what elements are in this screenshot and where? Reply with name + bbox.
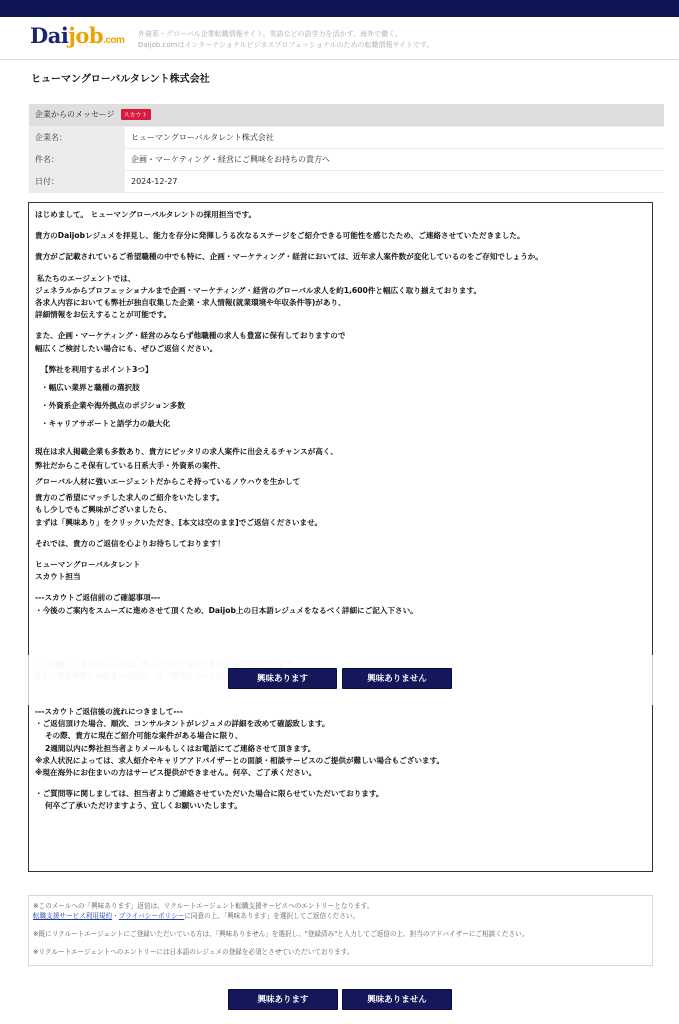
- point-1: ・幅広い業界と職種の選択肢: [41, 383, 140, 393]
- point-3: ・キャリアサポートと語学力の最大化: [41, 419, 171, 429]
- message-meta-table: [29, 104, 664, 193]
- paragraph-5-line-2: 弊社だからこそ保有している日系大手・外資系の案件、: [35, 460, 225, 470]
- tagline-line-2: Daijob.comはインターナショナルビジネスプロフェッショナルのための転職情報サイトです。: [138, 41, 434, 49]
- paragraph-5-line-6: まずは「興味あり」をクリックいただき、[本文は空のまま]でご返信くださいませ。: [35, 517, 323, 527]
- post-reply-note-6: ・ご質問等に関しましては、担当者よりご連絡させていただいた場合に限らせていただいております。: [35, 789, 384, 799]
- subject-label: 件名：: [29, 148, 125, 170]
- interested-button-inline[interactable]: 興味あります: [228, 668, 337, 689]
- meta-row-date: [29, 170, 664, 192]
- message-type-cell: [29, 104, 664, 126]
- paragraph-4-line-2: 幅広くご検討したい場合にも、ぜひご返信ください。: [35, 343, 218, 353]
- overlay-mask: [28, 655, 653, 705]
- company-value: ヒューマングローバルタレント株式会社: [125, 126, 664, 148]
- post-reply-note-3: 2週間以内に弊社担当者よりメールもしくはお電話にてご連絡させて頂きます。: [45, 743, 316, 753]
- note-1: ※このメールへの「興味あります」返信は、リクルートエージェント転職支援サービスへのエントリーとなります。: [33, 902, 374, 910]
- paragraph-5-line-5: もし少しでもご興味がございましたら、: [35, 505, 172, 515]
- meta-row-company: [29, 126, 664, 148]
- message-body: [35, 209, 645, 617]
- paragraph-3-line-2: ジェネラルからプロフェッショナルまで企画・マーケティング・経営のグローバル求人を約1,600件と幅広く取り揃えております。: [35, 285, 482, 295]
- paragraph-5-line-3: グローバル人材に強いエージェントだからこそ持っているノウハウを生かして: [35, 477, 301, 487]
- paragraph-5-line-4: 貴方のご希望にマッチした求人のご紹介をいたします。: [35, 493, 224, 503]
- page-title: ヒューマングローバルタレント株式会社: [31, 74, 210, 85]
- top-navigation-bar: [0, 0, 679, 17]
- privacy-policy-link[interactable]: プライバシーポリシー: [118, 912, 185, 920]
- post-reply-note-5: ※現在海外にお住まいの方はサービス提供ができません。何卒、ご了承ください。: [35, 768, 317, 778]
- post-reply-note-4: ※求人状況によっては、求人紹介やキャリアアドバイザーとの面談・相談サービスのご提供が難しい場合もございます。: [35, 755, 445, 765]
- paragraph-5-line-1: 現在は求人掲載企業も多数あり、貴方にピッタリの求人案件に出会えるチャンスが高く、: [35, 446, 338, 456]
- logo-text: Daijob.com: [30, 23, 125, 48]
- note-4: ※リクルートエージェントへのエントリーには日本語のレジュメの登録を必須とさせていただいております。: [33, 948, 354, 956]
- site-header: [0, 17, 679, 60]
- faded-content-overlay: [28, 655, 653, 705]
- post-reply-note-2: その際、貴方に現在ご紹介可能な案件がある場合に限り、: [45, 731, 243, 741]
- interested-button-footer[interactable]: 興味あります: [228, 989, 338, 1010]
- daijob-logo[interactable]: [30, 23, 125, 53]
- message-body-after: [35, 706, 645, 813]
- not-interested-button-footer[interactable]: 興味ありません: [342, 989, 452, 1010]
- paragraph-4-line-1: また、企画・マーケティング・経営のみならず他職種の求人も豊富に保有しておりますので: [35, 331, 346, 341]
- post-reply-note-1: ・ご返信頂けた場合、順次、コンサルタントがレジュメの詳細を改めて確認致します。: [35, 719, 330, 729]
- scout-badge: スカウト: [121, 109, 151, 120]
- paragraph-1: 貴方のDaijobレジュメを拝見し、能力を存分に発揮しうる次なるステージをご紹介できる可能性を感じたため、ご連絡させていただきました。: [35, 231, 525, 241]
- paragraph-6: それでは、貴方のご返信を心よりお待ちしております！: [35, 538, 225, 548]
- paragraph-3-line-3: 各求人内容においても弊社が独自収集した企業・求人情報(就業環境や年収条件等)があり、: [35, 298, 346, 308]
- paragraph-3-line-4: 詳細情報をお伝えすることが可能です。: [35, 310, 172, 320]
- terms-link[interactable]: 転職支援サービス利用規約: [33, 912, 113, 920]
- note-2: 転職支援サービス利用規約・プライバシーポリシーに同意の上、「興味あります」を選択してご返信ください。: [33, 912, 360, 920]
- not-interested-button-inline[interactable]: 興味ありません: [342, 668, 452, 689]
- note-2-text: に同意の上、「興味あります」を選択してご返信ください。: [184, 912, 360, 920]
- company-label: 企業名：: [29, 126, 125, 148]
- message-type-label: 企業からのメッセージ: [35, 110, 115, 120]
- tagline-line-1: 外資系・グローバル企業転職情報サイト。英語などの語学力を活かす。海外で働く。: [138, 30, 402, 38]
- meta-row-subject: [29, 148, 664, 170]
- site-tagline: [138, 29, 433, 51]
- pre-reply-title: ---スカウトご返信前のご確認事項---: [35, 593, 161, 603]
- meta-header-row: [29, 104, 664, 126]
- message-body-box: [28, 202, 653, 872]
- notes-box: [28, 895, 653, 966]
- signature-company: ヒューマングローバルタレント: [35, 560, 141, 570]
- point-2: ・外資系企業や海外拠点のポジション多数: [41, 401, 185, 411]
- date-label: 日付：: [29, 170, 125, 192]
- signature-role: スカウト担当: [35, 572, 81, 582]
- post-reply-note-7: 何卒ご了承いただけますよう、宜しくお願いいたします。: [45, 801, 242, 811]
- post-reply-title: ---スカウトご返信後の流れにつきまして---: [35, 707, 183, 716]
- pre-reply-note-1: ・今後のご案内をスムーズに進めさせて頂くため、Daijob上の日本語レジュメをなるべく詳細にご記入下さい。: [35, 605, 418, 615]
- points-title: 【弊社を利用するポイント3つ】: [41, 364, 153, 374]
- date-value: 2024-12-27: [125, 170, 664, 192]
- paragraph-3-line-1: 私たちのエージェントでは、: [37, 273, 136, 283]
- greeting: はじめまして。 ヒューマングローバルタレントの採用担当です。: [35, 210, 257, 219]
- subject-value: 企画・マーケティング・経営にご興味をお持ちの貴方へ: [125, 148, 664, 170]
- note-3: ※既にリクルートエージェントにご登録いただいている方は、「興味ありません」を選択し、"登録済み"と入力してご返信の上、担当のアドバイザーにご相談ください。: [33, 930, 529, 938]
- paragraph-2: 貴方がご記載されているご希望職種の中でも特に、企画・マーケティング・経営においては、近年求人案件数が変化しているのをご存知でしょうか。: [35, 252, 543, 262]
